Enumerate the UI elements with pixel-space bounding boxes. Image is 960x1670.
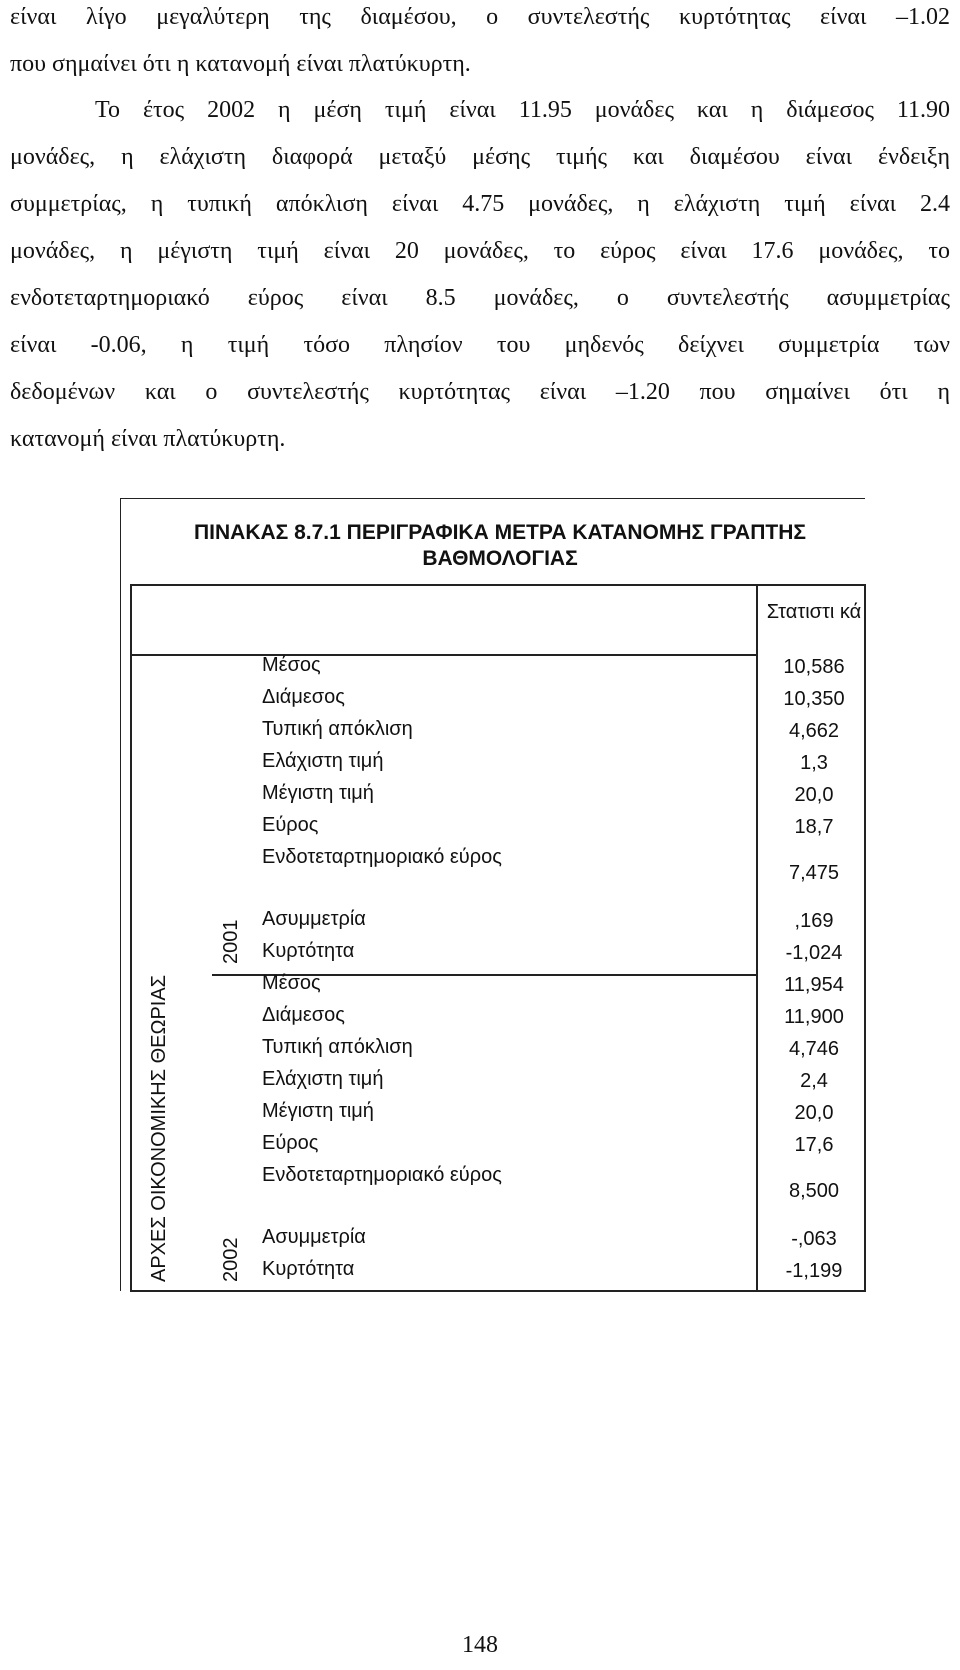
stat-label: Τυπική απόκλιση <box>262 718 413 740</box>
stat-label: Ασυμμετρία <box>262 908 366 930</box>
paragraph-line: είναι λίγο μεγαλύτερη της διαμέσου, ο συντελεστής κυρτότητας είναι –1.02 <box>10 4 950 30</box>
stat-label: Ασυμμετρία <box>262 1226 366 1248</box>
stat-label: Ενδοτεταρτημοριακό εύρος <box>262 1164 502 1186</box>
stat-value: 17,6 <box>794 1134 834 1156</box>
subject-column-border <box>130 584 132 1292</box>
stat-label: Κυρτότητα <box>262 940 355 962</box>
stat-label: Κυρτότητα <box>262 1258 355 1280</box>
header-top-border <box>130 584 864 586</box>
header-bottom-border <box>130 654 756 656</box>
paragraph-line: είναι -0.06, η τιμή τόσο πλησίον του μηδενός δείχνει συμμετρία των <box>10 332 950 358</box>
paragraph-line: μονάδες, η μέγιστη τιμή είναι 20 μονάδες, το εύρος είναι 17.6 μονάδες, το <box>10 238 950 264</box>
stat-value: 4,662 <box>788 720 840 742</box>
stat-label: Μέγιστη τιμή <box>262 782 374 804</box>
stat-value: 1,3 <box>800 752 828 774</box>
paragraph-line: που σημαίνει ότι η κατανομή είναι πλατύκυρτη. <box>10 51 471 77</box>
paragraph-line: δεδομένων και ο συντελεστής κυρτότητας είναι –1.20 που σημαίνει ότι η <box>10 379 950 405</box>
year-label-2001: 2001 <box>220 919 242 964</box>
paragraph-line: μονάδες, η ελάχιστη διαφορά μεταξύ μέσης τιμής και διαμέσου είναι ένδειξη <box>10 144 950 170</box>
stat-value: 20,0 <box>794 784 834 806</box>
stat-label: Εύρος <box>262 814 319 836</box>
stat-label: Μέσος <box>262 972 321 994</box>
stat-label: Ενδοτεταρτημοριακό εύρος <box>262 846 502 868</box>
stat-value: 4,746 <box>788 1038 840 1060</box>
stat-value: 8,500 <box>788 1180 840 1202</box>
subject-label: ΑΡΧΕΣ ΟΙΚΟΝΟΜΙΚΗΣ ΘΕΩΡΙΑΣ <box>148 974 170 1282</box>
stat-value: 11,954 <box>784 974 844 996</box>
stat-value: ,169 <box>794 910 834 932</box>
paragraph-line: Το έτος 2002 η μέση τιμή είναι 11.95 μονάδες και η διάμεσος 11.90 <box>95 97 950 123</box>
stat-label: Τυπική απόκλιση <box>262 1036 413 1058</box>
stat-value: 20,0 <box>794 1102 834 1124</box>
stat-value: 10,586 <box>783 656 845 678</box>
stat-label: Διάμεσος <box>262 686 345 708</box>
column-header-statistics: Στατιστι κά <box>766 601 862 623</box>
stat-value: -,063 <box>791 1228 837 1250</box>
stat-label: Ελάχιστη τιμή <box>262 750 384 772</box>
stat-value: 2,4 <box>800 1070 828 1092</box>
stat-label: Μέσος <box>262 654 321 676</box>
stat-value: 10,350 <box>783 688 845 710</box>
stat-value: 11,900 <box>784 1006 844 1028</box>
paragraph-line: κατανομή είναι πλατύκυρτη. <box>10 426 286 452</box>
stat-value: -1,199 <box>785 1260 843 1282</box>
year-label-2002: 2002 <box>220 1237 242 1282</box>
paragraph-continuation <box>10 0 950 88</box>
table-bottom-border <box>130 1290 866 1292</box>
stat-value: -1,024 <box>785 942 843 964</box>
stat-label: Ελάχιστη τιμή <box>262 1068 384 1090</box>
value-column-border <box>756 584 758 1292</box>
page-number: 148 <box>462 1632 498 1658</box>
stat-label: Εύρος <box>262 1132 319 1154</box>
table-title: ΠΙΝΑΚΑΣ 8.7.1 ΠΕΡΙΓΡΑΦΙΚΑ ΜΕΤΡΑ ΚΑΤΑΝΟΜΗΣ ΓΡΑΠΤΗΣ ΒΑΘΜΟΛΟΓΙΑΣ <box>194 521 806 570</box>
stat-label: Διάμεσος <box>262 1004 345 1026</box>
paragraph-2002-summary <box>10 87 950 463</box>
paragraph-line: ενδοτεταρτημοριακό εύρος είναι 8.5 μονάδες, ο συντελεστής ασυμμετρίας <box>10 285 950 311</box>
stat-value: 7,475 <box>788 862 840 884</box>
stat-label: Μέγιστη τιμή <box>262 1100 374 1122</box>
stat-value: 18,7 <box>794 816 834 838</box>
paragraph-line: συμμετρίας, η τυπική απόκλιση είναι 4.75 μονάδες, η ελάχιστη τιμή είναι 2.4 <box>10 191 950 217</box>
